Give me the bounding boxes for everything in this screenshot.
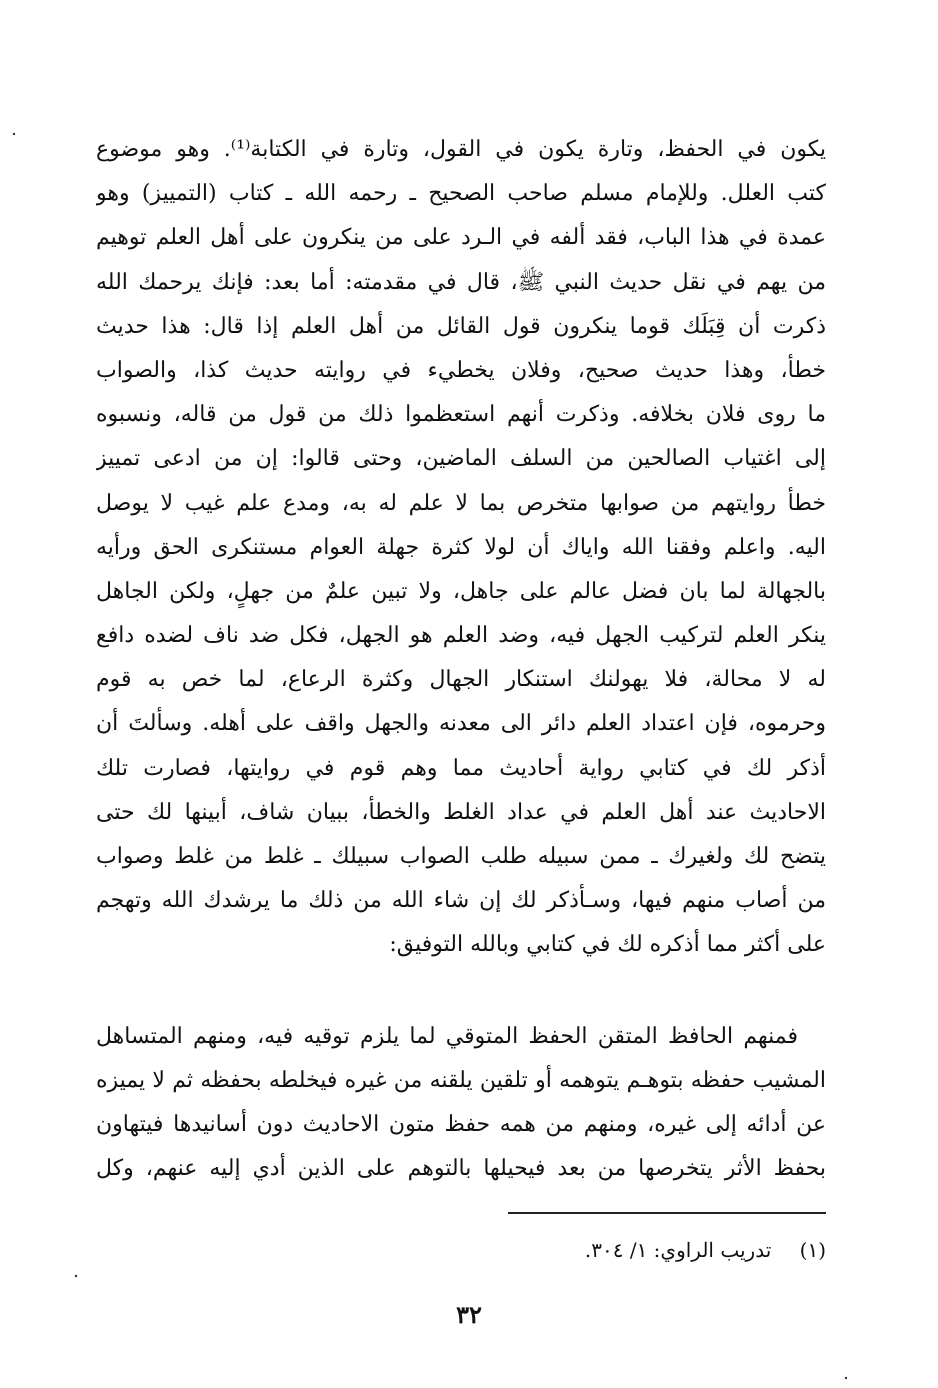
text-line: ما روى فلان بخلافه. وذكرت أنهم استعظموا ذلك من قول من قاله، ونسبوه	[96, 402, 826, 428]
text-line: اليه. واعلم وفقنا الله واياك أن لولا كثرة جهلة العوام مستنكرى الحق ورأيه	[96, 534, 826, 560]
scan-speck	[75, 1275, 77, 1277]
text-line: على أكثر مما أذكره لك في كتابي وبالله التوفيق:	[389, 932, 826, 958]
text-line: خطأ، وهذا حديث صحيح، وفلان يخطيء في روايته حديث كذا، والصواب	[96, 357, 826, 383]
scan-speck	[13, 133, 15, 135]
text-line: ينكر العلم لتركيب الجهل فيه، وضد العلم هو الجهل، فكل ضد ناف لضده دافع	[96, 623, 826, 649]
text-line: وحرموه، فإن اعتداد العلم دائر الى معدنه والجهل واقف على أهله. وسألتَ أن	[96, 711, 826, 737]
text-line: إلى اغتياب الصالحين من السلف الماضين، وحتى قالوا: إن من ادعى تمييز	[96, 446, 826, 472]
text-line: من أصاب منهم فيها، وسـأذكر لك إن شاء الله من ذلك ما يرشدك الله وتهجم	[96, 888, 826, 914]
text-line: فمنهم الحافظ المتقن الحفظ المتوقي لما يلزم توقيه فيه، ومنهم المتساهل	[96, 1024, 798, 1049]
text-line: يتضح لك ولغيرك ـ ممن سبيله طلب الصواب سبيلك ـ غلط من غلط وصواب	[96, 844, 826, 869]
text-line: عن أدائه إلى غيره، ومنهم من همه حفظ متون الاحاديث دون أسانيدها فيتهاون	[96, 1112, 826, 1137]
page-number: ٣٢	[456, 1300, 482, 1329]
text-line: ذكرت أن قِبَلَك قوما ينكرون قول القائل من أهل العلم إذا قال: هذا حديث	[96, 313, 826, 339]
text-line: المشيب حفظه بتوهـم يتوهمه أو تلقين يلقنه من غيره فيخلطه بحفظه ثم لا يميزه	[96, 1068, 826, 1093]
text-line: الاحاديث عند أهل العلم في عداد الغلط والخطأ، ببيان شاف، أبينها لك حتى	[96, 799, 826, 825]
text-line: بالجهالة لما بان فضل عالم على جاهل، ولا تبين علمٌ من جهلٍ، ولكن الجاهل	[96, 578, 826, 604]
text-line: خطأ روايتهم من صوابها متخرص بما لا علم له به، ومدع علم غيب لا يوصل	[96, 490, 826, 516]
text-line: له لا محالة، فلا يهولنك استنكار الجهال وكثرة الرعاع، لما خص به قوم	[96, 667, 826, 693]
text-line: يكون في الحفظ، وتارة يكون في القول، وتارة في الكتابة⁽¹⁾. وهو موضوع	[96, 137, 826, 162]
footnote-text: تدريب الراوي: ١/ ٣٠٤.	[584, 1238, 772, 1262]
text-line: من يهم في نقل حديث النبي ﷺ، قال في مقدمته: أما بعد: فإنك يرحمك الله	[96, 269, 826, 295]
text-line: عمدة في هذا الباب، فقد ألفه في الـرد على من ينكرون على أهل العلم توهيم	[96, 225, 826, 251]
scan-speck	[845, 1377, 847, 1379]
text-line: بحفظ الأثر يتخرصها من بعد فيحيلها بالتوهم على الذين أدي إليه عنهم، وكل	[96, 1156, 826, 1181]
text-line: كتب العلل. وللإمام مسلم صاحب الصحيح ـ رحمه الله ـ كتاب (التمييز) وهو	[96, 181, 826, 207]
footnote-marker: (١)	[799, 1238, 826, 1262]
text-line: أذكر لك في كتابي رواية أحاديث مما وهم قوم في روايتها، فصارت تلك	[96, 755, 826, 781]
